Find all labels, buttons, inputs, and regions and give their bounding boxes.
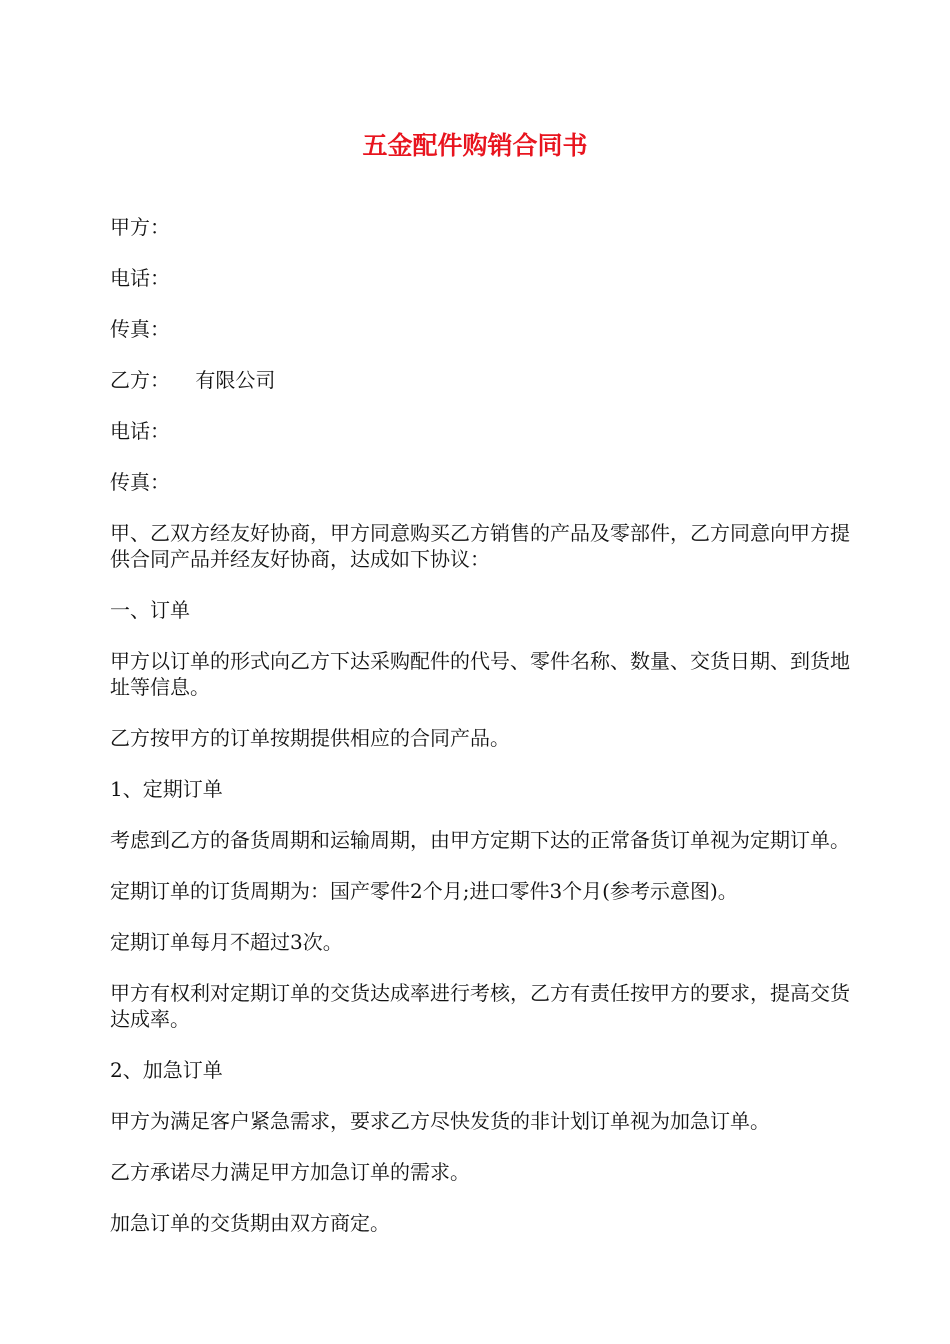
urgent-orders-paragraph: 甲方为满足客户紧急需求，要求乙方尽快发货的非计划订单视为加急订单。 xyxy=(110,1109,770,1133)
orders-paragraph: 甲方以订单的形式向乙方下达采购配件的代号、零件名称、数量、交货日期、到货地址等信息。 xyxy=(110,649,850,699)
urgent-orders-paragraph: 乙方承诺尽力满足甲方加急订单的需求。 xyxy=(110,1160,470,1184)
section-heading-orders: 一、订单 xyxy=(110,598,190,622)
party-a-phone-label: 电话： xyxy=(110,266,170,290)
regular-orders-paragraph: 考虑到乙方的备货周期和运输周期，由甲方定期下达的正常备货订单视为定期订单。 xyxy=(110,828,850,852)
subsection-heading-urgent-orders: 2、加急订单 xyxy=(110,1058,223,1082)
party-a-fax-label: 传真： xyxy=(110,317,170,341)
regular-orders-paragraph: 定期订单每月不超过3次。 xyxy=(110,930,343,954)
party-b-fax-label: 传真： xyxy=(110,470,170,494)
party-a-label: 甲方： xyxy=(110,215,170,239)
party-b-phone-label: 电话： xyxy=(110,419,170,443)
document-title: 五金配件购销合同书 xyxy=(362,131,588,160)
orders-paragraph: 乙方按甲方的订单按期提供相应的合同产品。 xyxy=(110,726,510,750)
party-b-label: 乙方： 有限公司 xyxy=(110,368,276,392)
preamble-paragraph: 甲、乙双方经友好协商，甲方同意购买乙方销售的产品及零部件，乙方同意向甲方提供合同产品并经友好协商，达成如下协议： xyxy=(110,521,850,571)
regular-orders-paragraph: 甲方有权利对定期订单的交货达成率进行考核，乙方有责任按甲方的要求，提高交货达成率。 xyxy=(110,981,850,1031)
regular-orders-paragraph: 定期订单的订货周期为：国产零件2个月;进口零件3个月(参考示意图)。 xyxy=(110,879,738,903)
urgent-orders-paragraph: 加急订单的交货期由双方商定。 xyxy=(110,1211,390,1235)
subsection-heading-regular-orders: 1、定期订单 xyxy=(110,777,223,801)
document-body xyxy=(110,214,855,1236)
